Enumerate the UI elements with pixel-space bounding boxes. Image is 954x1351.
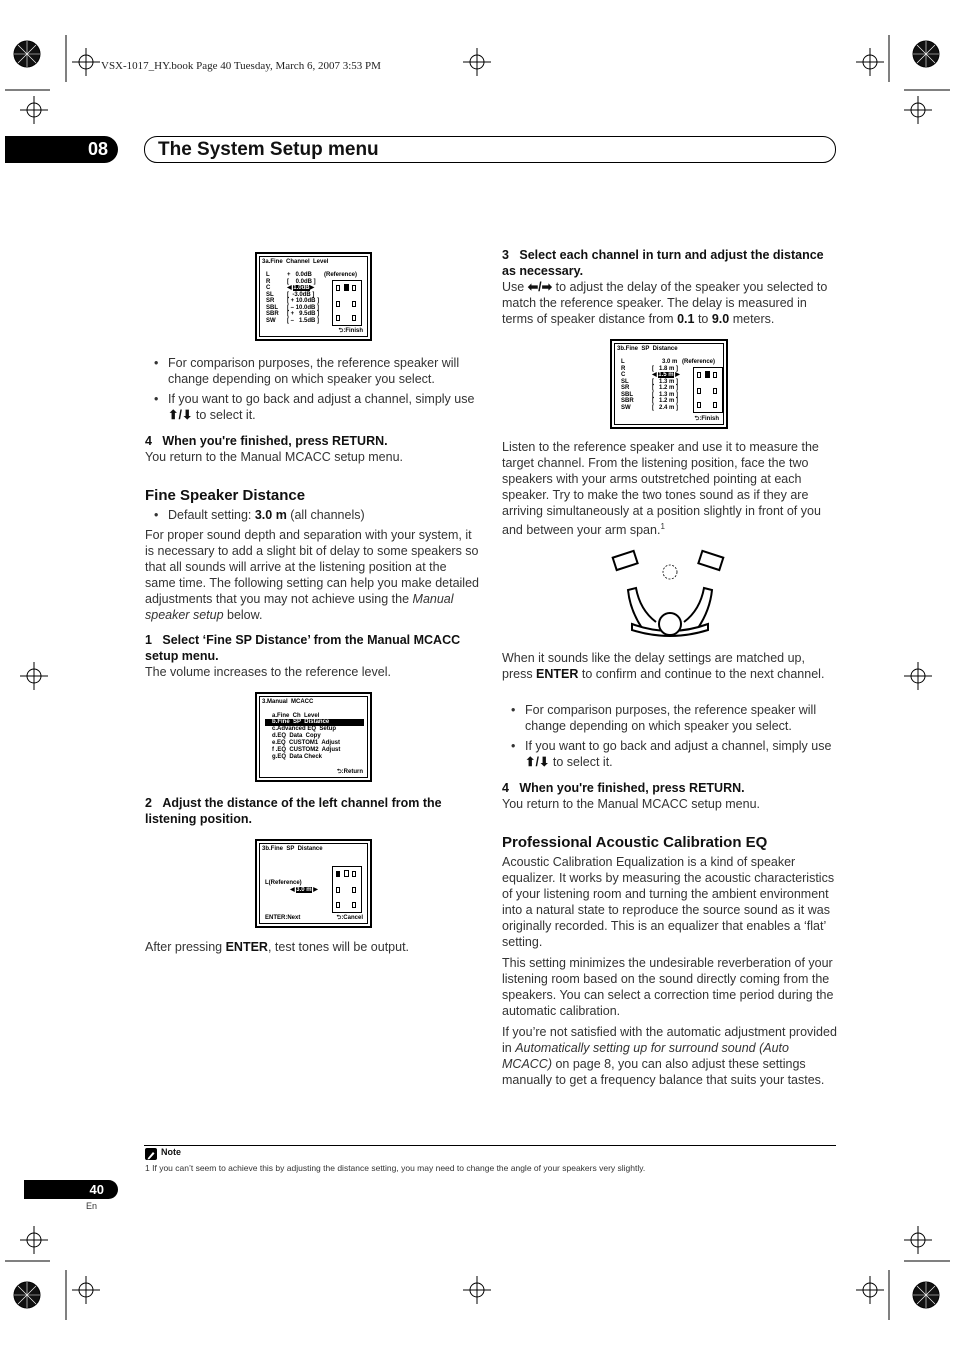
osd-footer-right: ⮌:Cancel: [336, 914, 363, 921]
default-setting: • Default setting: 3.0 m (all channels): [145, 507, 480, 523]
chapter-title: The System Setup menu: [144, 136, 836, 163]
fine-distance-paragraph: For proper sound depth and separation with your system, it is necessary to add a slight bit of delay to some speakers so that all sounds will arrive at the listening position at the same time. The following setting can help you make detailed adjustments that you may not achieve using the Manual speaker setup below.: [145, 528, 479, 622]
right-step-3: 3 Select each channel in turn and adjust the distance as necessary.: [502, 248, 824, 278]
return-icon: ⮌: [694, 415, 700, 422]
osd-title: 3a.Fine Channel Level: [262, 259, 329, 265]
list-item: • For comparison purposes, the reference speaker will change depending on which speaker you select.: [502, 702, 837, 734]
return-icon: ⮌: [336, 768, 342, 775]
menu-item: g.EQ Data Check: [272, 754, 323, 760]
osd-footer: ⮌:Finish: [338, 327, 363, 334]
osd-footer: ⮌:Finish: [694, 415, 719, 422]
osd-title: 3b.Fine SP Distance: [617, 346, 678, 352]
up-down-arrows-icon: ⬆/⬇: [168, 408, 193, 422]
menu-item: e.EQ CUSTOM1 Adjust: [272, 740, 341, 746]
section-title-fine-speaker-distance: Fine Speaker Distance: [145, 487, 306, 504]
menu-item: d.EQ Data Copy: [272, 733, 321, 739]
up-down-arrows-icon: ⬆/⬇: [525, 755, 550, 769]
menu-item: a.Fine Ch Level: [272, 713, 320, 719]
right-step-3-text: Use ⬅/➡ to adjust the delay of the speaker you selected to match the reference speaker. The delay is measured in terms of speaker distance from 0.1 to 9.0 meters.: [502, 280, 828, 326]
return-icon: ⮌: [336, 914, 342, 921]
left-step-1-text: The volume increases to the reference level.: [145, 665, 391, 679]
osd-manual-mcacc: [255, 692, 372, 782]
chapter-number: 08: [5, 136, 118, 163]
osd-title: 3b.Fine SP Distance: [262, 846, 323, 852]
right-bullets: [502, 702, 837, 770]
left-step-1: 1 Select ‘Fine SP Distance’ from the Manual MCACC setup menu.: [145, 633, 461, 663]
left-step-4-text: You return to the Manual MCACC setup menu.: [145, 450, 404, 464]
page-number: 40: [24, 1180, 118, 1199]
osd-footer-left: ENTER:Next: [265, 914, 301, 921]
eq-paragraph-3: If you’re not satisfied with the automatic adjustment provided in Automatically setting up for surround sound (Auto MCACC) on page 8, you can also adjust these settings manually to get a frequency balance that suits your tastes.: [502, 1025, 837, 1087]
speaker-layout-diagram: [693, 367, 723, 413]
osd-title: 3.Manual MCACC: [262, 699, 314, 705]
osd-fine-sp-distance-left: [255, 839, 372, 928]
after-enter-text: After pressing ENTER, test tones will be output.: [145, 940, 410, 954]
speaker-layout-diagram: [332, 866, 362, 913]
listen-paragraph: Listen to the reference speaker and use it to measure the target channel. From the listening position, face the two speakers with your arms outstretched pointing at each speaker. Try to make the two tones sound as if they are arriving simultaneously at a position slightly in front of you and between your arm span.$^1$: [502, 440, 821, 538]
left-bullets: [145, 355, 480, 423]
osd-value-list: 3.0 m [ 1.8 m ] ◀ 1.5 m ▶ [ 1.3 m ] [ 1.2 m ] [ 1.3 m ] [ 1.2 m ] [ 2.4 m ]: [652, 359, 680, 411]
section-title-acoustic-calibration-eq: Professional Acoustic Calibration EQ: [502, 834, 768, 851]
osd-channel-label: L(Reference): [265, 880, 302, 886]
footnote-divider: [144, 1145, 836, 1146]
osd-channel-list: L R C SL SR SBL SBR SW: [621, 359, 634, 411]
osd-reference-label: (Reference): [682, 359, 716, 365]
note-icon: [145, 1148, 157, 1160]
footnote-text: 1 If you can’t seem to achieve this by adjusting the distance setting, you may need to change the angle of your speakers very slightly.: [145, 1163, 646, 1173]
menu-item: c.Advanced EQ Setup: [272, 726, 337, 732]
list-item: • For comparison purposes, the reference speaker will change depending on which speaker you select.: [145, 355, 480, 387]
left-right-arrows-icon: ⬅/➡: [527, 280, 553, 294]
eq-paragraph-2: This setting minimizes the undesirable reverberation of your listening room based on the sound directly coming from the speakers. You can select a correction time period during the automatic calibration.: [502, 956, 834, 1018]
osd-fine-sp-distance-all: [610, 339, 728, 429]
file-info: VSX-1017_HY.book Page 40 Tuesday, March 6, 2007 3:53 PM: [101, 60, 381, 72]
left-step-2: 2 Adjust the distance of the left channel from the listening position.: [145, 796, 442, 826]
osd-reference-label: (Reference): [324, 272, 358, 278]
list-item: • If you want to go back and adjust a channel, simply use ⬆/⬇ to select it.: [502, 738, 837, 770]
right-step-4: 4 When you're finished, press RETURN.: [502, 781, 745, 795]
osd-channel-list: L R C SL SR SBL SBR SW: [266, 272, 279, 324]
page-language: En: [86, 1201, 98, 1211]
list-item: • If you want to go back and adjust a channel, simply use ⬆/⬇ to select it.: [145, 391, 480, 423]
note-label: Note: [161, 1147, 181, 1157]
osd-value: ◀ 3.0 m ▶: [290, 887, 318, 893]
menu-item: f .EQ CUSTOM2 Adjust: [272, 747, 341, 753]
right-step-4-text: You return to the Manual MCACC setup menu.: [502, 797, 761, 811]
osd-footer: ⮌:Return: [336, 768, 363, 775]
eq-paragraph-1: Acoustic Calibration Equalization is a kind of speaker equalizer. It works by measuring the acoustic characteristics of your listening room and turning the ambient environment into a natural state to reproduce the source sound as it was originally recorded. This is an equalizer that enables a ‘flat’ setting.: [502, 855, 835, 949]
osd-fine-channel-level: [255, 252, 372, 341]
return-icon: ⮌: [338, 327, 344, 334]
matched-paragraph: When it sounds like the delay settings are matched up, press ENTER to confirm and continue to the next channel.: [502, 651, 825, 681]
left-step-4: 4 When you're finished, press RETURN.: [145, 434, 388, 448]
osd-value-list: + 0.0dB [ 0.0dB ] ◀ 1.0dB▶ [ -3.0dB ] [ + 10.0dB ] [ – 10.0dB ] [ + 9.5dB ] [ – 1.5dB ]: [287, 272, 320, 324]
menu-item-selected: b.Fine SP Distance: [265, 719, 364, 726]
speaker-layout-diagram: [332, 280, 362, 326]
listening-position-illustration: [608, 548, 732, 640]
